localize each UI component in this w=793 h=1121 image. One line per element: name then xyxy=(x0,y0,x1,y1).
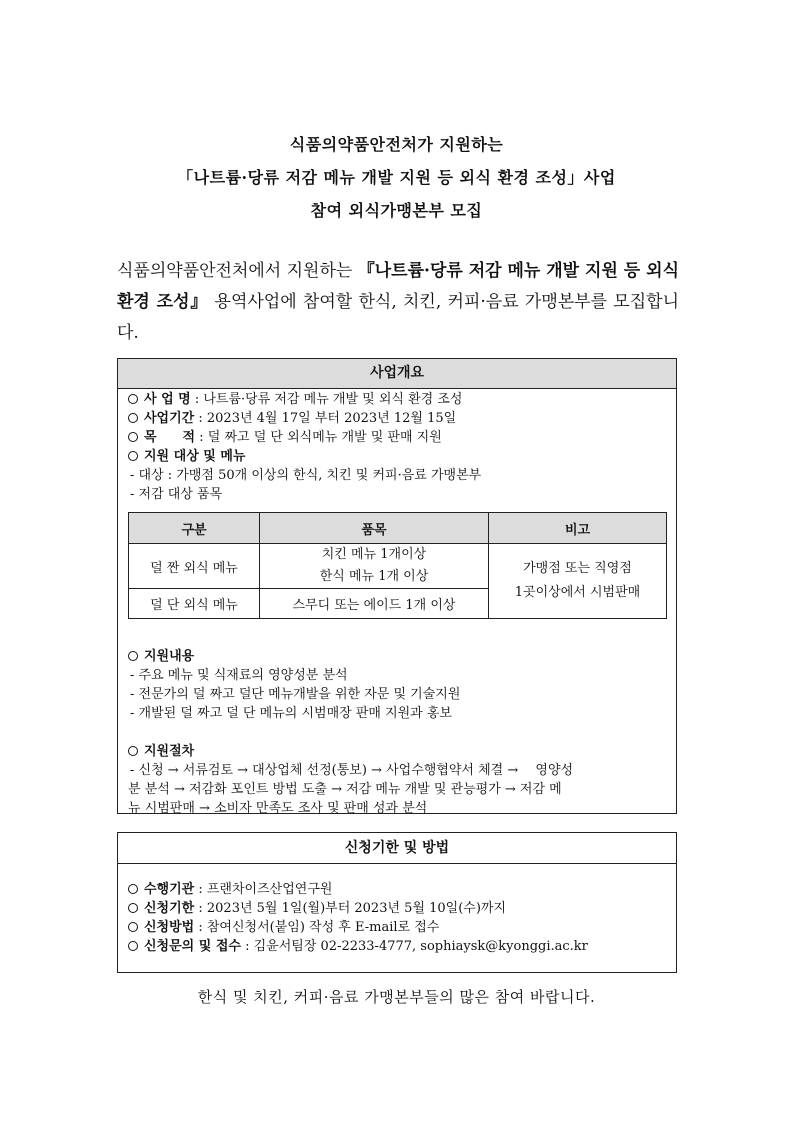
table-header-note: 비고 xyxy=(489,513,667,544)
circle-bullet-icon xyxy=(128,413,138,423)
procedure-label: 지원절차 xyxy=(144,744,195,759)
support-item-2: - 전문가의 덜 짜고 덜단 메뉴개발을 위한 자문 및 기술지원 xyxy=(130,687,461,702)
table-header-category: 구분 xyxy=(129,513,260,544)
table-cell-item-2: 스무디 또는 에이드 1개 이상 xyxy=(260,589,489,619)
table-cell-category-1: 덜 짠 외식 메뉴 xyxy=(129,544,260,589)
target-label: 지원 대상 및 메뉴 xyxy=(144,449,246,464)
agency-label: 수행기관 xyxy=(144,882,195,897)
support-heading-line xyxy=(128,647,666,666)
circle-bullet-icon xyxy=(128,922,138,932)
intro-paragraph xyxy=(117,256,679,349)
method-value: : 참여신청서(붙임) 작성 후 E-mail로 접수 xyxy=(194,920,440,935)
note-line-2: 1곳이상에서 시범판매 xyxy=(514,585,641,600)
purpose-value: : 덜 짜고 덜 단 외식메뉴 개발 및 판매 지원 xyxy=(195,430,442,445)
purpose-label: 목 적 xyxy=(144,430,196,445)
item-korean: 한식 메뉴 1개 이상 xyxy=(319,569,429,584)
table-header-item: 품목 xyxy=(260,513,489,544)
overview-name-line xyxy=(128,390,666,409)
support-label: 지원내용 xyxy=(144,649,195,664)
overview-target-line xyxy=(128,447,666,466)
contact-line xyxy=(128,937,666,956)
intro-text-1: 식품의약품안전처에서 지원하는 xyxy=(117,261,358,281)
procedure-line-2: 분 분석 → 저감화 포인트 방법 도출 → 저감 메뉴 개발 및 관능평가 → 저감 메 xyxy=(128,782,562,797)
procedure-heading-line xyxy=(128,742,666,761)
circle-bullet-icon xyxy=(128,651,138,661)
title-line-1: 식품의약품안전처가 지원하는 xyxy=(289,135,504,154)
method-line xyxy=(128,918,666,937)
deadline-line xyxy=(128,899,666,918)
overview-heading: 사업개요 xyxy=(118,359,676,389)
deadline-value: : 2023년 5월 1일(월)부터 2023년 5월 10일(수)까지 xyxy=(194,901,507,916)
contact-value: : 김윤서팀장 02-2233-4777, sophiaysk@kyonggi.ac.kr xyxy=(240,939,588,954)
table-cell-item-1 xyxy=(260,544,489,589)
agency-line xyxy=(128,880,666,899)
period-value: : 2023년 4월 17일 부터 2023년 12월 15일 xyxy=(194,411,457,426)
circle-bullet-icon xyxy=(128,451,138,461)
intro-text-2: 용역사업에 참여할 한식, 치킨, 커피·음료 가맹본부를 모집합니다. xyxy=(117,292,679,343)
procedure-line-1: - 신청 → 서류검토 → 대상업체 선정(통보) → 사업수행협약서 체결 → 영양성 xyxy=(130,763,574,778)
overview-box xyxy=(117,358,677,814)
agency-value: : 프랜차이즈산업연구원 xyxy=(194,882,333,897)
application-heading: 신청기한 및 방법 xyxy=(118,833,676,864)
deadline-label: 신청기한 xyxy=(144,901,195,916)
title-line-3: 참여 외식가맹본부 모집 xyxy=(310,201,483,220)
circle-bullet-icon xyxy=(128,884,138,894)
method-label: 신청방법 xyxy=(144,920,195,935)
item-chicken: 치킨 메뉴 1개이상 xyxy=(321,547,427,562)
circle-bullet-icon xyxy=(128,746,138,756)
procedure-line-3: 뉴 시범판매 → 소비자 만족도 조사 및 판매 성과 분석 xyxy=(128,801,428,816)
closing-message: 한식 및 치킨, 커피·음료 가맹본부들의 많은 참여 바랍니다. xyxy=(197,988,596,1006)
target-detail-2: - 저감 대상 품목 xyxy=(130,487,223,502)
circle-bullet-icon xyxy=(128,394,138,404)
period-label: 사업기간 xyxy=(144,411,195,426)
circle-bullet-icon xyxy=(128,903,138,913)
support-item-1: - 주요 메뉴 및 식재료의 영양성분 분석 xyxy=(130,668,348,683)
overview-purpose-line xyxy=(128,428,666,447)
note-line-1: 가맹점 또는 직영점 xyxy=(523,561,632,576)
support-item-3: - 개발된 덜 짜고 덜 단 메뉴의 시범매장 판매 지원과 홍보 xyxy=(130,706,452,721)
name-value: : 나트륨·당류 저감 메뉴 개발 및 외식 환경 조성 xyxy=(190,392,463,407)
name-label: 사 업 명 xyxy=(144,392,191,407)
table-cell-note xyxy=(489,544,667,619)
circle-bullet-icon xyxy=(128,432,138,442)
document-title xyxy=(0,128,793,227)
title-line-2: 「나트륨·당류 저감 메뉴 개발 지원 등 외식 환경 조성」사업 xyxy=(177,168,616,187)
circle-bullet-icon xyxy=(128,941,138,951)
target-detail-1: - 대상 : 가맹점 50개 이상의 한식, 치킨 및 커피·음료 가맹본부 xyxy=(130,468,482,483)
overview-period-line xyxy=(128,409,666,428)
reduction-items-table xyxy=(128,512,667,619)
contact-label: 신청문의 및 접수 xyxy=(144,939,241,954)
application-box xyxy=(117,832,677,973)
intro-project-name: 『나트륨·당류 저감 메뉴 개발 지원 등 외식 환경 조성』 xyxy=(117,261,680,312)
table-cell-category-2: 덜 단 외식 메뉴 xyxy=(129,589,260,619)
